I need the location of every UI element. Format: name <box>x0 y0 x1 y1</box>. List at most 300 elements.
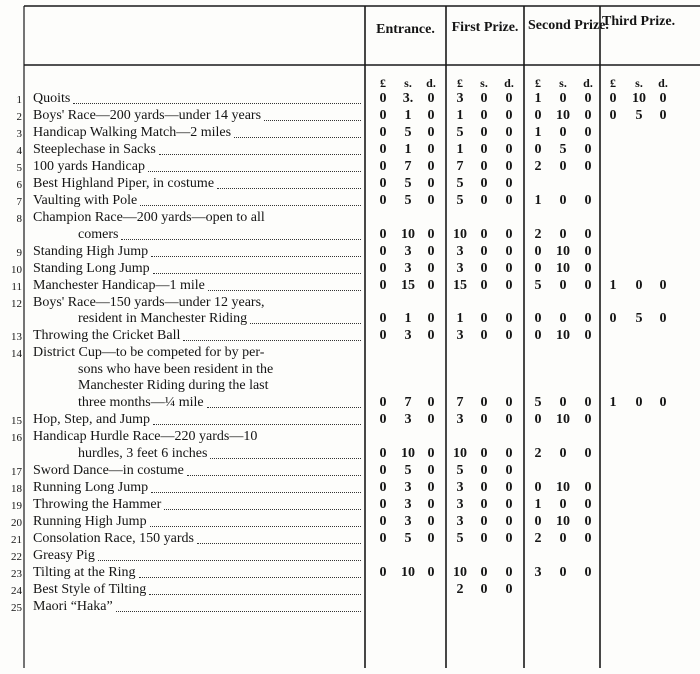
first-pounds-value: 3 <box>456 496 464 512</box>
entrance-shillings-value: 7 <box>404 395 412 410</box>
second-shillings-value: 0 <box>559 530 567 546</box>
entrance-pounds-value: 0 <box>379 530 387 546</box>
first-pounds-value: 5 <box>456 530 464 546</box>
first-shillings-value: 0 <box>480 564 488 580</box>
event-name-line: Boys' Race—200 yards—under 14 years <box>33 108 262 123</box>
first-shillings-value: 0 <box>480 530 488 546</box>
first-pounds-value: 1 <box>456 311 464 327</box>
first-pounds-value: 10 <box>453 445 467 461</box>
first-shillings-value: 0 <box>480 243 488 259</box>
first-pence-value: 0 <box>505 176 513 191</box>
entrance-shillings-value: 3 <box>404 496 412 512</box>
first-shillings-value: 0 <box>480 159 488 174</box>
event-number: 16 <box>11 432 22 444</box>
entrance-shillings-value: 3. <box>402 91 414 106</box>
first-pounds-value: 5 <box>456 462 464 478</box>
leader-dots <box>153 273 361 274</box>
first-shillings-value: 0 <box>480 581 488 597</box>
first-pence-value: 0 <box>505 311 513 327</box>
third-currency-shillings: s. <box>635 76 643 90</box>
leader-dots <box>153 424 361 425</box>
second-pence-value: 0 <box>584 311 592 327</box>
second-pounds-value: 1 <box>534 91 542 106</box>
entrance-shillings-value: 7 <box>404 159 412 174</box>
event-number: 13 <box>11 331 22 344</box>
entrance-shillings-value: 5 <box>404 176 412 191</box>
second-shillings-value: 10 <box>556 328 570 344</box>
entrance-shillings-value: 1 <box>404 311 412 327</box>
entrance-pence-value: 0 <box>427 445 435 461</box>
second-pence-value: 0 <box>584 530 592 546</box>
second-shillings-value: 0 <box>559 311 567 327</box>
first-shillings-value: 0 <box>480 311 488 327</box>
entrance-shillings-value: 10 <box>401 564 415 580</box>
leader-dots <box>164 509 361 510</box>
second-shillings-value: 0 <box>559 125 567 140</box>
second-pence-value: 0 <box>584 142 592 157</box>
second-pounds-value: 1 <box>534 125 542 140</box>
event-number: 4 <box>16 145 22 157</box>
first-currency-pounds: £ <box>457 76 463 90</box>
entrance-pence-value: 0 <box>427 243 435 259</box>
entrance-shillings-value: 5 <box>404 530 412 546</box>
first-shillings-value: 0 <box>480 412 488 427</box>
leader-dots <box>217 188 361 189</box>
event-number: 11 <box>11 280 22 293</box>
second-pounds-value: 2 <box>534 530 542 546</box>
entrance-pounds-value: 0 <box>379 445 387 461</box>
event-number: 1 <box>16 94 22 106</box>
entrance-pounds-value: 0 <box>379 328 387 344</box>
second-pence-value: 0 <box>584 91 592 106</box>
leader-dots <box>234 137 361 138</box>
entrance-pounds-value: 0 <box>379 395 387 410</box>
leader-dots <box>150 526 361 527</box>
second-pounds-value: 0 <box>534 513 542 529</box>
third-pounds-value: 1 <box>609 395 617 410</box>
event-name-line: comers <box>78 226 119 242</box>
first-shillings-value: 0 <box>480 260 488 276</box>
second-pounds-value: 0 <box>534 479 542 495</box>
event-name-line: hurdles, 3 feet 6 inches <box>78 445 208 461</box>
event-name-line: resident in Manchester Riding <box>78 311 248 327</box>
event-name-line: sons who have been resident in the <box>78 361 274 377</box>
second-pounds-value: 0 <box>534 243 542 259</box>
leader-dots <box>197 543 361 544</box>
leader-dots <box>210 458 361 459</box>
event-name-line: Manchester Riding during the last <box>78 378 269 394</box>
entrance-shillings-value: 1 <box>404 108 412 123</box>
first-shillings-value: 0 <box>480 513 488 529</box>
leader-dots <box>207 407 361 408</box>
first-pence-value: 0 <box>505 462 513 478</box>
second-currency-pounds: £ <box>535 76 541 90</box>
first-pence-value: 0 <box>505 496 513 512</box>
leader-dots <box>121 239 361 240</box>
entrance-pounds-value: 0 <box>379 108 387 123</box>
entrance-shillings-value: 5 <box>404 193 412 208</box>
second-pence-value: 0 <box>584 395 592 410</box>
second-pounds-value: 2 <box>534 159 542 174</box>
event-number: 2 <box>16 111 22 123</box>
first-pence-value: 0 <box>505 581 513 597</box>
second-pounds-value: 1 <box>534 496 542 512</box>
third-pounds-value: 0 <box>609 108 617 123</box>
first-pounds-value: 5 <box>456 176 464 191</box>
second-pounds-value: 2 <box>534 226 542 242</box>
third-pounds-value: 0 <box>609 91 617 106</box>
event-name-line: Running High Jump <box>33 513 147 529</box>
entrance-pence-value: 0 <box>427 530 435 546</box>
event-name-line: Manchester Handicap—1 mile <box>33 277 205 293</box>
first-pounds-value: 3 <box>456 91 464 106</box>
entrance-pence-value: 0 <box>427 462 435 478</box>
entrance-shillings-value: 3 <box>404 260 412 276</box>
first-pence-value: 0 <box>505 412 513 427</box>
event-name-line: Consolation Race, 150 yards <box>33 530 194 546</box>
first-pence-value: 0 <box>505 445 513 461</box>
event-number: 19 <box>11 499 22 512</box>
second-pounds-value: 3 <box>534 564 542 580</box>
event-number: 7 <box>16 196 22 208</box>
first-pence-value: 0 <box>505 142 513 157</box>
event-name-line: Standing Long Jump <box>33 260 150 276</box>
second-pounds-value: 0 <box>534 311 542 327</box>
second-header: Second Prize. <box>528 18 609 33</box>
first-pounds-value: 10 <box>453 564 467 580</box>
second-pence-value: 0 <box>584 108 592 123</box>
entrance-pounds-value: 0 <box>379 412 387 427</box>
first-shillings-value: 0 <box>480 91 488 106</box>
first-pounds-value: 3 <box>456 328 464 344</box>
first-header: First Prize. <box>451 20 519 35</box>
second-currency-shillings: s. <box>559 76 567 90</box>
second-pence-value: 0 <box>584 260 592 276</box>
event-number: 3 <box>16 128 22 140</box>
second-pounds-value: 0 <box>534 260 542 276</box>
leader-dots <box>187 475 361 476</box>
second-shillings-value: 0 <box>559 91 567 106</box>
event-number: 8 <box>16 213 22 225</box>
entrance-pence-value: 0 <box>427 108 435 123</box>
entrance-shillings-value: 5 <box>404 462 412 478</box>
event-number: 21 <box>11 533 22 546</box>
event-name-line: Running Long Jump <box>33 479 149 495</box>
first-shillings-value: 0 <box>480 479 488 495</box>
first-currency-pence: d. <box>504 76 514 90</box>
first-pence-value: 0 <box>505 108 513 123</box>
first-pounds-value: 15 <box>453 277 467 293</box>
event-number: 18 <box>11 482 22 495</box>
entrance-currency-pounds: £ <box>380 76 386 90</box>
first-shillings-value: 0 <box>480 277 488 293</box>
event-name-line: Vaulting with Pole <box>33 193 138 208</box>
event-number: 5 <box>16 162 22 174</box>
second-shillings-value: 10 <box>556 412 570 427</box>
first-pence-value: 0 <box>505 193 513 208</box>
entrance-pence-value: 0 <box>427 395 435 410</box>
event-name-line: Standing High Jump <box>33 243 149 259</box>
third-currency-pence: d. <box>658 76 668 90</box>
leader-dots <box>159 154 361 155</box>
first-pounds-value: 1 <box>456 108 464 123</box>
first-pence-value: 0 <box>505 564 513 580</box>
event-number: 12 <box>11 297 22 310</box>
second-shillings-value: 0 <box>559 395 567 410</box>
first-pounds-value: 7 <box>456 159 464 174</box>
first-shillings-value: 0 <box>480 462 488 478</box>
third-shillings-value: 5 <box>635 311 643 327</box>
third-header: Third Prize. <box>602 14 676 29</box>
first-shillings-value: 0 <box>480 395 488 410</box>
third-currency-pounds: £ <box>610 76 616 90</box>
leader-dots <box>151 256 361 257</box>
third-pounds-value: 1 <box>609 277 617 293</box>
second-shillings-value: 5 <box>559 142 567 157</box>
second-shillings-value: 0 <box>559 193 567 208</box>
leader-dots <box>139 577 361 578</box>
second-pence-value: 0 <box>584 243 592 259</box>
event-name-line: Tilting at the Ring <box>33 564 136 580</box>
entrance-pounds-value: 0 <box>379 226 387 242</box>
third-pence-value: 0 <box>659 277 667 293</box>
entrance-pounds-value: 0 <box>379 277 387 293</box>
entrance-pence-value: 0 <box>427 513 435 529</box>
event-name-line: Maori “Haka” <box>33 598 113 614</box>
entrance-shillings-value: 3 <box>404 243 412 259</box>
second-pounds-value: 2 <box>534 445 542 461</box>
entrance-pounds-value: 0 <box>379 193 387 208</box>
second-shillings-value: 10 <box>556 243 570 259</box>
third-pence-value: 0 <box>659 395 667 410</box>
first-pence-value: 0 <box>505 277 513 293</box>
first-shillings-value: 0 <box>480 125 488 140</box>
leader-dots <box>116 611 361 612</box>
entrance-pounds-value: 0 <box>379 496 387 512</box>
third-shillings-value: 5 <box>635 108 643 123</box>
leader-dots <box>208 290 361 291</box>
event-name-line: Throwing the Cricket Ball <box>33 328 181 344</box>
entrance-shillings-value: 15 <box>401 277 415 293</box>
event-number: 17 <box>11 465 22 478</box>
third-pounds-value: 0 <box>609 311 617 327</box>
second-pounds-value: 0 <box>534 328 542 344</box>
event-name-line: 100 yards Handicap <box>33 159 145 174</box>
first-shillings-value: 0 <box>480 496 488 512</box>
entrance-shillings-value: 1 <box>404 142 412 157</box>
third-shillings-value: 10 <box>632 91 646 106</box>
first-shillings-value: 0 <box>480 108 488 123</box>
event-name-line: Boys' Race—150 yards—under 12 years, <box>33 294 265 310</box>
first-shillings-value: 0 <box>480 176 488 191</box>
entrance-pence-value: 0 <box>427 479 435 495</box>
event-number: 9 <box>16 246 22 259</box>
second-shillings-value: 10 <box>556 513 570 529</box>
entrance-pounds-value: 0 <box>379 513 387 529</box>
first-shillings-value: 0 <box>480 142 488 157</box>
second-pence-value: 0 <box>584 125 592 140</box>
entrance-pence-value: 0 <box>427 91 435 106</box>
entrance-shillings-value: 3 <box>404 513 412 529</box>
leader-dots <box>149 594 361 595</box>
first-pounds-value: 5 <box>456 125 464 140</box>
entrance-pounds-value: 0 <box>379 142 387 157</box>
event-number: 24 <box>11 584 22 597</box>
event-name-line: three months—¼ mile <box>78 395 204 410</box>
entrance-shillings-value: 3 <box>404 328 412 344</box>
first-shillings-value: 0 <box>480 328 488 344</box>
first-pounds-value: 7 <box>456 395 464 410</box>
second-pounds-value: 1 <box>534 193 542 208</box>
entrance-pounds-value: 0 <box>379 243 387 259</box>
entrance-pence-value: 0 <box>427 176 435 191</box>
third-pence-value: 0 <box>659 108 667 123</box>
first-pounds-value: 3 <box>456 479 464 495</box>
leader-dots <box>264 120 361 121</box>
entrance-pounds-value: 0 <box>379 125 387 140</box>
entrance-shillings-value: 10 <box>401 226 415 242</box>
second-shillings-value: 0 <box>559 159 567 174</box>
event-number: 23 <box>11 567 22 580</box>
event-name-line: District Cup—to be competed for by per- <box>33 345 265 361</box>
second-pence-value: 0 <box>584 328 592 344</box>
second-shillings-value: 0 <box>559 496 567 512</box>
event-name-line: Best Highland Piper, in costume <box>33 176 215 191</box>
entrance-currency-shillings: s. <box>404 76 412 90</box>
event-name-line: Hop, Step, and Jump <box>33 412 151 427</box>
first-pounds-value: 1 <box>456 142 464 157</box>
event-name-line: Champion Race—200 yards—open to all <box>33 210 265 225</box>
event-number: 10 <box>11 263 22 276</box>
event-name-line: Steeplechase in Sacks <box>33 142 156 157</box>
entrance-pence-value: 0 <box>427 311 435 327</box>
leader-dots <box>140 205 361 206</box>
event-number: 15 <box>11 415 22 427</box>
second-pence-value: 0 <box>584 564 592 580</box>
second-shillings-value: 0 <box>559 445 567 461</box>
entrance-pence-value: 0 <box>427 412 435 427</box>
event-name-line: Sword Dance—in costume <box>33 462 184 478</box>
event-number: 22 <box>11 550 22 563</box>
third-shillings-value: 0 <box>635 277 643 293</box>
entrance-pence-value: 0 <box>427 564 435 580</box>
first-pence-value: 0 <box>505 260 513 276</box>
second-pence-value: 0 <box>584 513 592 529</box>
event-number: 14 <box>11 348 22 361</box>
entrance-pounds-value: 0 <box>379 462 387 478</box>
second-pence-value: 0 <box>584 159 592 174</box>
first-pounds-value: 3 <box>456 243 464 259</box>
entrance-currency-pence: d. <box>426 76 436 90</box>
second-pounds-value: 0 <box>534 142 542 157</box>
second-pence-value: 0 <box>584 193 592 208</box>
leader-dots <box>148 171 361 172</box>
second-pounds-value: 5 <box>534 277 542 293</box>
first-pence-value: 0 <box>505 243 513 259</box>
entrance-pence-value: 0 <box>427 142 435 157</box>
entrance-shillings-value: 3 <box>404 479 412 495</box>
first-pence-value: 0 <box>505 328 513 344</box>
first-pence-value: 0 <box>505 479 513 495</box>
first-pounds-value: 3 <box>456 513 464 529</box>
event-name-line: Quoits <box>33 91 71 106</box>
second-pence-value: 0 <box>584 479 592 495</box>
entrance-shillings-value: 10 <box>401 445 415 461</box>
entrance-shillings-value: 5 <box>404 125 412 140</box>
entrance-pounds-value: 0 <box>379 159 387 174</box>
leader-dots <box>183 340 361 341</box>
second-pounds-value: 0 <box>534 108 542 123</box>
third-shillings-value: 0 <box>635 395 643 410</box>
first-pence-value: 0 <box>505 125 513 140</box>
entrance-pence-value: 0 <box>427 125 435 140</box>
entrance-header: Entrance. <box>376 22 435 37</box>
entrance-pounds-value: 0 <box>379 479 387 495</box>
first-pence-value: 0 <box>505 159 513 174</box>
first-pounds-value: 10 <box>453 226 467 242</box>
event-number: 20 <box>11 516 22 529</box>
entrance-pence-value: 0 <box>427 159 435 174</box>
entrance-pence-value: 0 <box>427 193 435 208</box>
first-pounds-value: 3 <box>456 260 464 276</box>
first-pence-value: 0 <box>505 226 513 242</box>
event-number: 6 <box>16 179 22 191</box>
entrance-pounds-value: 0 <box>379 176 387 191</box>
first-pence-value: 0 <box>505 91 513 106</box>
third-pence-value: 0 <box>659 311 667 327</box>
event-name-line: Greasy Pig <box>33 547 95 563</box>
first-shillings-value: 0 <box>480 445 488 461</box>
second-shillings-value: 10 <box>556 108 570 123</box>
entrance-pounds-value: 0 <box>379 564 387 580</box>
second-pounds-value: 5 <box>534 395 542 410</box>
first-pence-value: 0 <box>505 395 513 410</box>
second-pence-value: 0 <box>584 412 592 427</box>
leader-dots <box>250 323 361 324</box>
first-pounds-value: 2 <box>456 581 464 597</box>
first-pounds-value: 5 <box>456 193 464 208</box>
entrance-pence-value: 0 <box>427 277 435 293</box>
second-shillings-value: 10 <box>556 260 570 276</box>
first-currency-shillings: s. <box>480 76 488 90</box>
first-pounds-value: 3 <box>456 412 464 427</box>
entrance-pounds-value: 0 <box>379 91 387 106</box>
entrance-pence-value: 0 <box>427 260 435 276</box>
event-name-line: Best Style of Tilting <box>33 581 147 597</box>
second-shillings-value: 10 <box>556 479 570 495</box>
entrance-pounds-value: 0 <box>379 260 387 276</box>
event-name-line: Handicap Walking Match—2 miles <box>33 125 232 140</box>
leader-dots <box>151 492 361 493</box>
entrance-pounds-value: 0 <box>379 311 387 327</box>
leader-dots <box>98 560 361 561</box>
third-pence-value: 0 <box>659 91 667 106</box>
second-pence-value: 0 <box>584 226 592 242</box>
entrance-shillings-value: 3 <box>404 412 412 427</box>
entrance-pence-value: 0 <box>427 328 435 344</box>
event-name-line: Throwing the Hammer <box>33 496 162 512</box>
second-currency-pence: d. <box>583 76 593 90</box>
second-pence-value: 0 <box>584 496 592 512</box>
second-pounds-value: 0 <box>534 412 542 427</box>
first-shillings-value: 0 <box>480 226 488 242</box>
second-pence-value: 0 <box>584 445 592 461</box>
second-shillings-value: 0 <box>559 226 567 242</box>
event-name-line: Handicap Hurdle Race—220 yards—10 <box>33 429 258 444</box>
second-shillings-value: 0 <box>559 564 567 580</box>
first-shillings-value: 0 <box>480 193 488 208</box>
entrance-pence-value: 0 <box>427 226 435 242</box>
